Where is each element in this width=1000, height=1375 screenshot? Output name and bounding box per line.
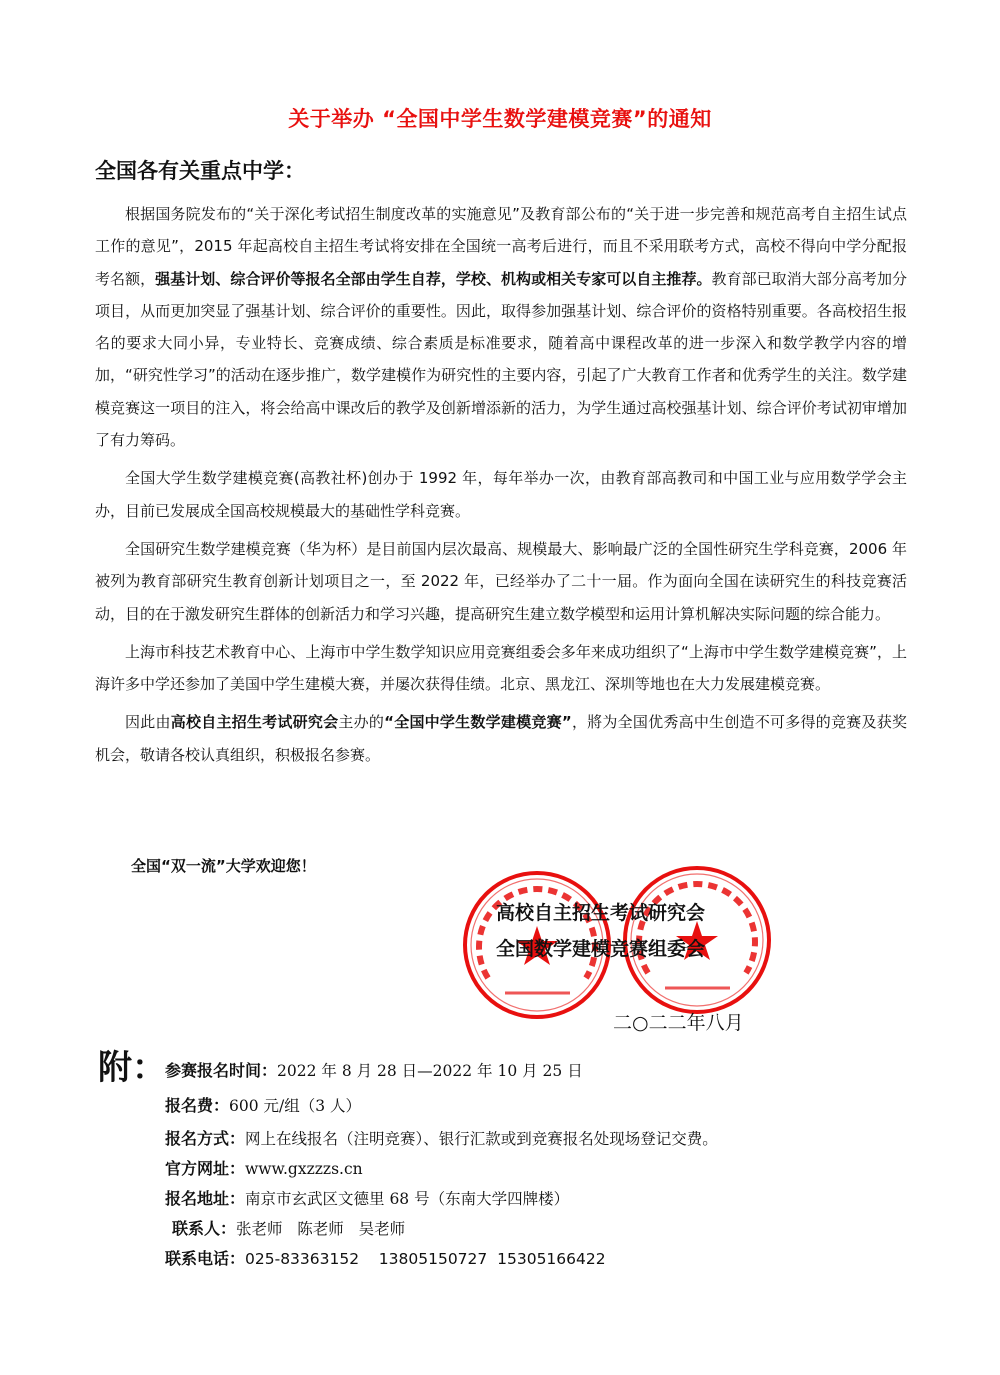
paragraph-1 — [95, 198, 907, 456]
paragraph-5-text-c: ，將为全国优秀高中生创造不可多得的竞赛及获奖机会，敬请各校认真组织，积极报名参赛。 — [95, 713, 907, 764]
paragraph-1-bold: 强基计划、综合评价等报名全部由学生自荐，学校、机构或相关专家可以自主推荐。 — [155, 269, 712, 288]
info-value: 南京市玄武区文德里 68 号（东南大学四牌楼） — [245, 1190, 570, 1208]
paragraph-1-text-b: 教育部已取消大部分高考加分项目，从而更加突显了强基计划、综合评价的重要性。因此，取得参加强基计划、综合评价的资格特别重要。各高校招生报名的要求大同小异，专业特长、竞赛成绩、综合素质是标准要求，随着高中课程改革的进一步深入和数学教学内容的增加，“研究性学习”的活动在逐步推广，数学建模作为研究性的主要内容，引起了广大教育工作者和优秀学生的关注。数学建模竞赛这一项目的注入，将会给高中课改后的教学及创新增添新的活力，为学生通过高校强基计划、综合评价考试初审增加了有力筹码。 — [95, 269, 907, 450]
paragraph-5-text-a: 因此由 — [125, 713, 171, 732]
signature-org-2: 全国数学建模竞赛组委会 — [496, 938, 706, 960]
paragraph-5-text-b: 主办的 — [338, 713, 385, 732]
paragraph-4: 上海市科技艺术教育中心、上海市中学生数学知识应用竞赛组委会多年来成功组织了“上海市中学生数学建模竞赛”，上海许多中学还参加了美国中学生建模大赛，并屡次获得佳绩。北京、黑龙江、深圳等地也在大力发展建模竞赛。 — [95, 642, 907, 694]
notice-body — [95, 198, 907, 777]
info-key: 报名费： — [165, 1096, 230, 1115]
info-key: 报名方式： — [165, 1129, 246, 1148]
info-row-fee — [165, 1093, 361, 1116]
paragraph-3: 全国研究生数学建模竞赛（华为杯）是目前国内层次最高、规模最大、影响最广泛的全国性研究生学科竞赛，2006 年被列为教育部研究生教育创新计划项目之一，至 2022 年，已经举办了二十一届。作为面向全国在读研究生的科技竞赛活动，目的在于激发研究生群体的创新活力和学习兴趣，提高研究生建立数学模型和运用计算机解决实际问题的综合能力。 — [95, 539, 907, 623]
info-row-website — [165, 1156, 363, 1179]
signature-org-1: 高校自主招生考试研究会 — [496, 902, 706, 924]
appendix-label: 附： — [98, 1048, 166, 1088]
info-value: 600 元/组（3 人） — [229, 1097, 362, 1115]
paragraph-5-bold-organizer: 高校自主招生考试研究会 — [170, 713, 339, 732]
info-row-phone — [165, 1246, 606, 1269]
info-value: 网上在线报名（注明竞赛）、银行汇款或到竞赛报名处现场登记交费。 — [245, 1130, 718, 1148]
paragraph-2: 全国大学生数学建模竞赛(高教社杯)创办于 1992 年，每年举办一次，由教育部高教司和中国工业与应用数学学会主办，目前已发展成全国高校规模最大的基础性学科竞赛。 — [95, 469, 907, 520]
info-key: 官方网址： — [165, 1159, 246, 1178]
website-link[interactable]: www.gxzzzs.cn — [245, 1160, 363, 1178]
info-row-address — [165, 1186, 569, 1209]
info-key: 参赛报名时间： — [165, 1061, 278, 1080]
info-value: 2022 年 8 月 28 日—2022 年 10 月 25 日 — [277, 1062, 583, 1080]
info-row-method — [165, 1126, 718, 1149]
info-value: 025-83363152 13805150727 15305166422 — [245, 1250, 606, 1268]
info-key: 报名地址： — [165, 1189, 246, 1208]
info-value: 张老师 陈老师 吴老师 — [236, 1220, 406, 1238]
info-row-registration-time — [165, 1058, 583, 1081]
info-row-contacts — [172, 1216, 405, 1239]
info-key: 联系人： — [172, 1219, 237, 1238]
paragraph-5-bold-competition: “全国中学生数学建模竞赛” — [384, 713, 572, 732]
paragraph-1-text-a: 根据国务院发布的“关于深化考试招生制度改革的实施意见”及教育部公布的“关于进一步完善和规范高考自主招生试点工作的意见”，2015 年起高校自主招生考试将安排在全国统一高考后进行，而且不采用联考方式，高校不得向中学分配报考名额， — [95, 205, 907, 288]
notice-title: 关于举办 “全国中学生数学建模竞赛”的通知 — [288, 107, 712, 131]
welcome-line: 全国“双一流”大学欢迎您！ — [131, 857, 316, 875]
paragraph-5 — [95, 706, 907, 771]
info-key: 联系电话： — [165, 1249, 246, 1268]
signature-date: 二○二二年八月 — [613, 1012, 744, 1034]
salutation: 全国各有关重点中学： — [95, 159, 305, 183]
